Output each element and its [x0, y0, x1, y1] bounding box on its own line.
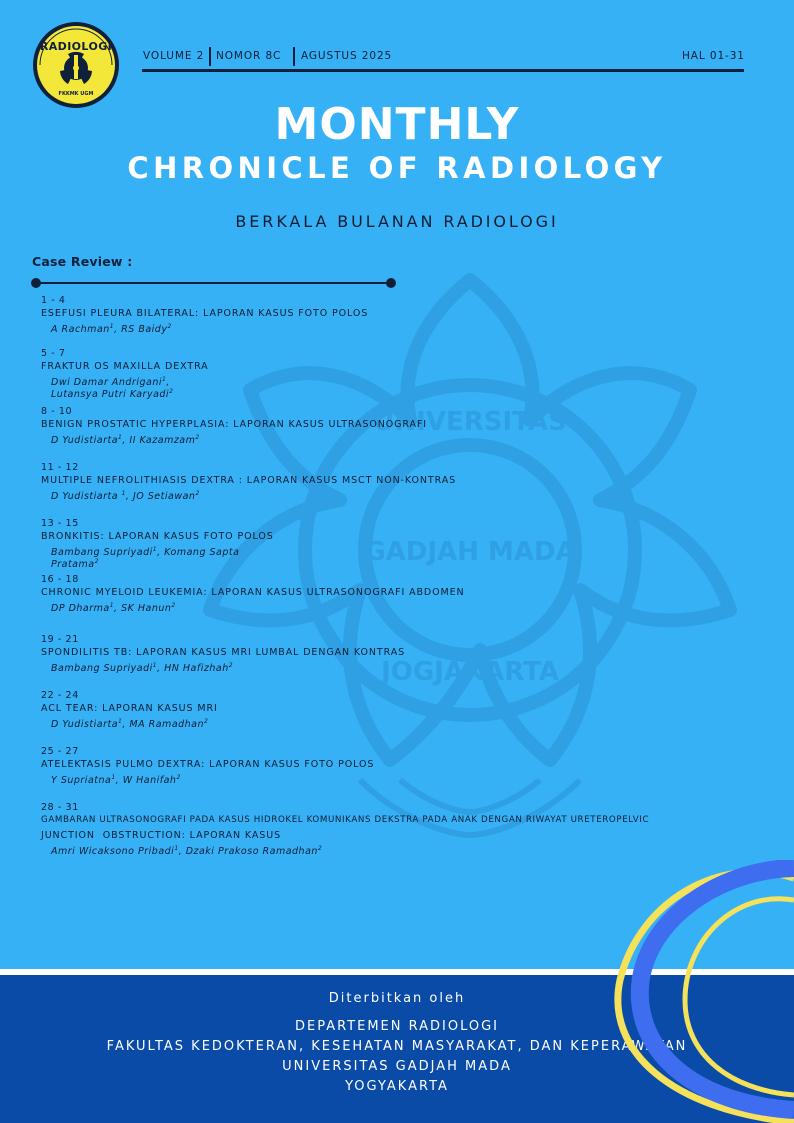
rule-dot-right [386, 278, 396, 288]
article-authors: A Rachman$^1$, RS Baidy$^2$ [51, 323, 172, 336]
article-title: ATELEKTASIS PULMO DEXTRA: LAPORAN KASUS FOTO POLOS [41, 759, 375, 770]
article-pages: 16 - 18 [41, 574, 79, 585]
footer-university: UNIVERSITAS GADJAH MADA [282, 1059, 512, 1074]
article-pages: 22 - 24 [41, 690, 79, 701]
author-name: JO Setiawan [132, 491, 196, 503]
article-title: GAMBARAN ULTRASONOGRAFI PADA KASUS HIDROKEL KOMUNIKANS DEKSTRA PADA ANAK DENGAN RIWAYAT URETEROPELVIC [41, 815, 650, 825]
page-title: MONTHLY [274, 99, 520, 150]
article-item [41, 518, 274, 570]
case-review-rule [35, 282, 391, 284]
author-name: MA Ramadhan [129, 719, 205, 731]
author-name: Lutansya Putri Karyadi [51, 389, 170, 401]
article-pages: 25 - 27 [41, 746, 79, 757]
logo-bottom-text: FKKMK UGM [58, 91, 94, 97]
volume-label: VOLUME 2 [143, 50, 205, 62]
author-name: Dwi Damar Andrigani [51, 377, 162, 389]
author-affiliation: 1 [109, 323, 115, 330]
author-name: D Yudistiarta [51, 719, 119, 731]
article-item [41, 406, 427, 446]
watermark-text-mid: GADJAH MADA [364, 537, 576, 567]
article-title: ESEFUSI PLEURA BILATERAL: LAPORAN KASUS FOTO POLOS [41, 308, 369, 319]
author-name: RS Baidy [121, 324, 168, 336]
watermark-text-bottom: JOGJAKARTA [381, 657, 559, 687]
article-pages: 13 - 15 [41, 518, 79, 529]
article-authors: Bambang Supriyadi$^1$, HN Hafizhah$^2$ [51, 662, 234, 675]
author-affiliation: 2 [228, 662, 234, 669]
header-rule [142, 69, 744, 72]
author-affiliation: 1 [118, 718, 123, 725]
article-authors: D Yudistiarta$^1$, II Kazamzam$^2$ [51, 434, 200, 447]
article-title: BENIGN PROSTATIC HYPERPLASIA: LAPORAN KASUS ULTRASONOGRAFI [41, 419, 427, 430]
article-item [41, 634, 405, 674]
article-pages: 1 - 4 [41, 295, 66, 306]
author-affiliation: 2 [317, 845, 323, 852]
case-review-heading: Case Review : [32, 254, 133, 269]
article-item [41, 690, 218, 730]
author-affiliation: 2 [169, 388, 174, 396]
author-name: W Hanifah [122, 775, 177, 787]
article-authors: DP Dharma$^1$, SK Hanun$^2$ [51, 602, 176, 615]
author-name: D Yudistiarta [51, 435, 119, 447]
author-affiliation: 1 [111, 774, 116, 781]
author-name: SK Hanun [121, 603, 172, 615]
author-affiliation: 1 [118, 434, 123, 441]
article-title: FRAKTUR OS MAXILLA DEXTRA [41, 361, 209, 372]
author-affiliation: 1 [152, 662, 158, 669]
article-item [41, 295, 368, 335]
page-title-line2: CHRONICLE OF RADIOLOGY [127, 151, 667, 185]
author-name: DP Dharma [51, 603, 110, 615]
author-name: A Rachman [51, 324, 110, 336]
date-label: AGUSTUS 2025 [301, 50, 393, 62]
author-affiliation: 2 [195, 434, 200, 441]
author-affiliation: 2 [204, 718, 209, 725]
pages-label: HAL 01-31 [682, 50, 745, 62]
watermark-text-top: UNIVERSITAS [373, 407, 567, 437]
author-name: Y Supriatna [51, 775, 112, 787]
concentric-arcs [600, 860, 794, 1123]
article-pages: 11 - 12 [41, 462, 79, 473]
author-affiliation: 1 [121, 490, 126, 497]
article-pages: 5 - 7 [41, 348, 66, 359]
logo-top-text: RADIOLOGI [39, 40, 113, 53]
article-authors: Amri Wicaksono Pribadi$^1$, Dzaki Prakoso Ramadhan$^2$ [51, 845, 323, 858]
author-name: Bambang Supriyadi [51, 547, 153, 559]
author-affiliation: 2 [195, 490, 200, 497]
author-affiliation: 2 [176, 774, 181, 781]
header-separator [209, 47, 211, 66]
footer-city: YOGYAKARTA [345, 1079, 449, 1094]
article-title-line2: JUNCTION OBSTRUCTION: LAPORAN KASUS [41, 830, 282, 841]
article-item [41, 574, 465, 614]
article-authors: Dwi Damar Andrigani$^1$, Lutansya Putri Karyadi$^2$ [51, 376, 174, 401]
article-title: BRONKITIS: LAPORAN KASUS FOTO POLOS [41, 531, 274, 542]
radiology-logo-icon [32, 21, 120, 109]
article-title: ACL TEAR: LAPORAN KASUS MRI [41, 703, 218, 714]
article-item [41, 746, 374, 786]
author-affiliation: 1 [162, 376, 167, 383]
author-name: Amri Wicaksono Pribadi [51, 846, 175, 858]
article-pages: 8 - 10 [41, 406, 73, 417]
footer-department: DEPARTEMEN RADIOLOGI [294, 1019, 500, 1034]
number-label: NOMOR 8C [216, 50, 282, 62]
author-affiliation: 2 [171, 602, 176, 609]
author-name: Dzaki Prakoso Ramadhan [185, 846, 318, 858]
article-authors: D Yudistiarta $^1$, JO Setiawan$^2$ [51, 490, 200, 503]
page-subtitle: BERKALA BULANAN RADIOLOGI [235, 212, 559, 231]
author-name: Bambang Supriyadi [51, 663, 153, 675]
article-authors: Y Supriatna$^1$, W Hanifah$^2$ [51, 774, 181, 787]
footer-faculty: FAKULTAS KEDOKTERAN, KESEHATAN MASYARAKAT, DAN KEPERAWATAN [106, 1039, 688, 1054]
article-item [41, 462, 456, 502]
rule-dot-left [31, 278, 41, 288]
article-item [41, 802, 649, 857]
article-authors: D Yudistiarta$^1$, MA Ramadhan$^2$ [51, 718, 209, 731]
author-name: HN Hafizhah [164, 663, 229, 675]
header-separator [293, 47, 295, 66]
author-affiliation: 1 [152, 546, 158, 553]
article-title: SPONDILITIS TB: LAPORAN KASUS MRI LUMBAL DENGAN KONTRAS [41, 647, 406, 658]
author-name: Komang Sapta Pratama [51, 547, 240, 571]
author-affiliation: 1 [174, 845, 179, 852]
article-title: CHRONIC MYELOID LEUKEMIA: LAPORAN KASUS ULTRASONOGRAFI ABDOMEN [41, 587, 465, 598]
author-affiliation: 2 [94, 558, 99, 566]
article-pages: 19 - 21 [41, 634, 79, 645]
article-pages: 28 - 31 [41, 802, 79, 813]
author-affiliation: 2 [167, 323, 172, 330]
author-name: D Yudistiarta [51, 491, 122, 503]
author-name: II Kazamzam [129, 435, 196, 447]
article-title: MULTIPLE NEFROLITHIASIS DEXTRA : LAPORAN KASUS MSCT NON-KONTRAS [41, 475, 457, 486]
author-affiliation: 1 [109, 602, 115, 609]
published-by: Diterbitkan oleh [328, 991, 466, 1006]
article-authors: Bambang Supriyadi$^1$, Komang Sapta Pratama$^2$ [51, 546, 240, 571]
article-item [41, 348, 209, 400]
